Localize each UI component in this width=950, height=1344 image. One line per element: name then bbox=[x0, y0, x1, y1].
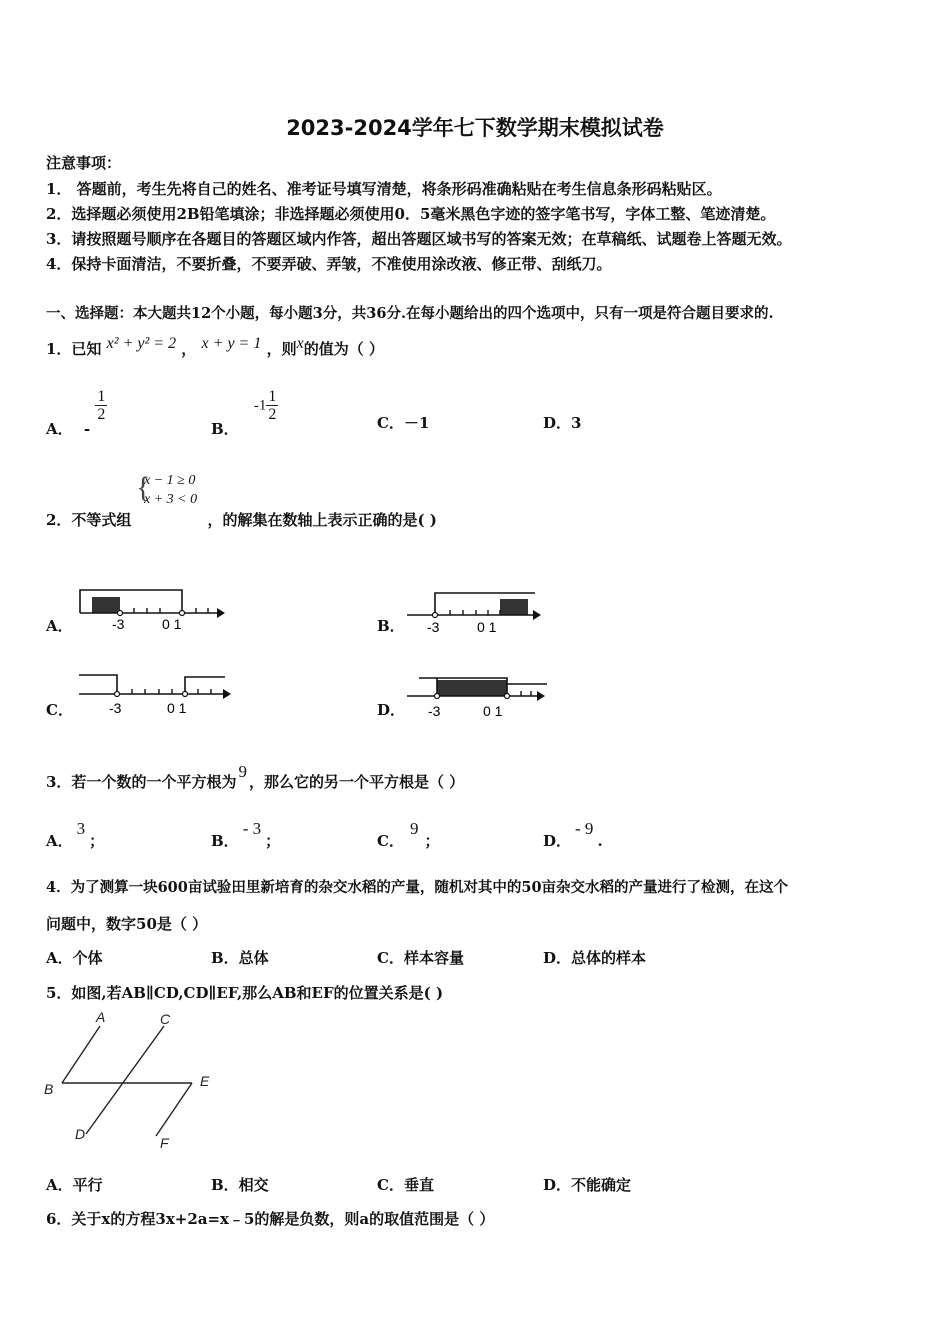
tick-label: -3 bbox=[428, 703, 441, 719]
q3-option-b[interactable]: B．- 3； bbox=[211, 819, 281, 850]
question-1 bbox=[46, 335, 384, 359]
q5-option-c[interactable]: C．垂直 bbox=[377, 1176, 434, 1194]
q2-option-a[interactable]: A． bbox=[46, 617, 73, 635]
tick-label: -3 bbox=[427, 619, 440, 635]
q1-sep: ， bbox=[181, 340, 197, 358]
tick-label: -3 bbox=[109, 700, 122, 716]
question-4-line1: 4．为了测算一块600亩试验田里新培育的杂交水稻的产量，随机对其中的50亩杂交水稻的产量进行了检测，在这个 bbox=[46, 879, 789, 896]
notice-item: 4．保持卡面清洁，不要折叠，不要弄破、弄皱，不准使用涂改液、修正带、刮纸刀。 bbox=[46, 255, 612, 273]
tick-label: 0 1 bbox=[162, 616, 182, 632]
q1-option-d[interactable]: D．3 bbox=[543, 414, 582, 432]
page-title: 2023-2024学年七下数学期末模拟试卷 bbox=[286, 116, 664, 140]
q2-option-b[interactable]: B． bbox=[377, 617, 405, 635]
q1-option-c[interactable]: C．－1 bbox=[377, 414, 430, 432]
q1-eq1: x² + y² = 2 bbox=[106, 335, 177, 352]
point-label: C bbox=[160, 1011, 171, 1027]
q1-suffix: 的值为（ ） bbox=[303, 340, 384, 358]
fraction: $\frac{1}{2}$ bbox=[97, 388, 106, 423]
q4-option-c[interactable]: C．样本容量 bbox=[377, 949, 464, 967]
number-line-b bbox=[405, 587, 545, 637]
number-line-c bbox=[77, 670, 237, 720]
notice-item: 3．请按照题号顺序在各题目的答题区域内作答，超出答题区域书写的答案无效；在草稿纸、试题卷上答题无效。 bbox=[46, 230, 792, 248]
q3-option-d[interactable]: D．- 9. bbox=[543, 819, 603, 850]
tick-label: 0 1 bbox=[483, 703, 503, 719]
q1-eq2: x + y = 1 bbox=[201, 335, 262, 352]
q2-option-c[interactable]: C． bbox=[46, 701, 73, 719]
q1-var: x bbox=[296, 335, 304, 352]
notice-item: 2．选择题必须使用2B铅笔填涂；非选择题必须使用0．5毫米黑色字迹的签字笔书写，字体工整、笔迹清楚。 bbox=[46, 205, 776, 223]
question-2: 2．不等式组 ，的解集在数轴上表示正确的是( ) bbox=[46, 511, 437, 529]
number-line-d bbox=[405, 670, 550, 722]
point-label: D bbox=[75, 1126, 86, 1142]
q4-option-b[interactable]: B．总体 bbox=[211, 949, 269, 967]
question-3: 3．若一个数的一个平方根为9，那么它的另一个平方根是（ ） bbox=[46, 762, 465, 791]
tick-label: -3 bbox=[112, 616, 125, 632]
section-header: 一、选择题：本大题共12个小题，每小题3分，共36分.在每小题给出的四个选项中，只有一项是符合题目要求的. bbox=[46, 305, 774, 322]
point-label: F bbox=[160, 1135, 169, 1151]
point-label: E bbox=[200, 1073, 210, 1089]
q4-option-a[interactable]: A．个体 bbox=[46, 949, 103, 967]
question-4-line2: 问题中，数字50是（ ） bbox=[46, 915, 208, 933]
question-6: 6．关于x的方程3x+2a=x﹣5的解是负数，则a的取值范围是（ ） bbox=[46, 1210, 495, 1228]
tick-label: 0 1 bbox=[167, 700, 187, 716]
q2-system: { x − 1 ≥ 0 x + 3 < 0 bbox=[136, 471, 198, 507]
q5-option-d[interactable]: D．不能确定 bbox=[543, 1176, 632, 1194]
notice-heading: 注意事项： bbox=[46, 154, 122, 172]
tick-label: 0 1 bbox=[477, 619, 497, 635]
point-label: A bbox=[96, 1009, 106, 1025]
notice-item: 1． 答题前，考生先将自己的姓名、准考证号填写清楚，将条形码准确粘贴在考生信息条形码粘贴区。 bbox=[46, 180, 722, 198]
q3-option-c[interactable]: C．9； bbox=[377, 819, 440, 850]
parallel-lines-figure bbox=[40, 1008, 230, 1158]
q2-option-d[interactable]: D． bbox=[377, 701, 406, 719]
number-line-a bbox=[72, 585, 232, 635]
brace-icon: { bbox=[136, 471, 151, 504]
q1-mid: ，则 bbox=[266, 340, 297, 358]
q3-option-a[interactable]: A．3； bbox=[46, 819, 105, 850]
question-5: 5．如图,若AB∥CD,CD∥EF,那么AB和EF的位置关系是( ) bbox=[46, 984, 444, 1002]
q1-option-b[interactable]: B． -1 $\frac{1}{2}$ bbox=[211, 388, 277, 438]
q1-option-a[interactable]: A． - $\frac{1}{2}$ bbox=[46, 388, 106, 438]
q4-option-d[interactable]: D．总体的样本 bbox=[543, 949, 647, 967]
q5-option-b[interactable]: B．相交 bbox=[211, 1176, 269, 1194]
fraction: $\frac{1}{2}$ bbox=[268, 388, 277, 423]
q5-option-a[interactable]: A．平行 bbox=[46, 1176, 103, 1194]
q1-prefix: 1．已知 bbox=[46, 340, 102, 358]
point-label: B bbox=[44, 1081, 54, 1097]
